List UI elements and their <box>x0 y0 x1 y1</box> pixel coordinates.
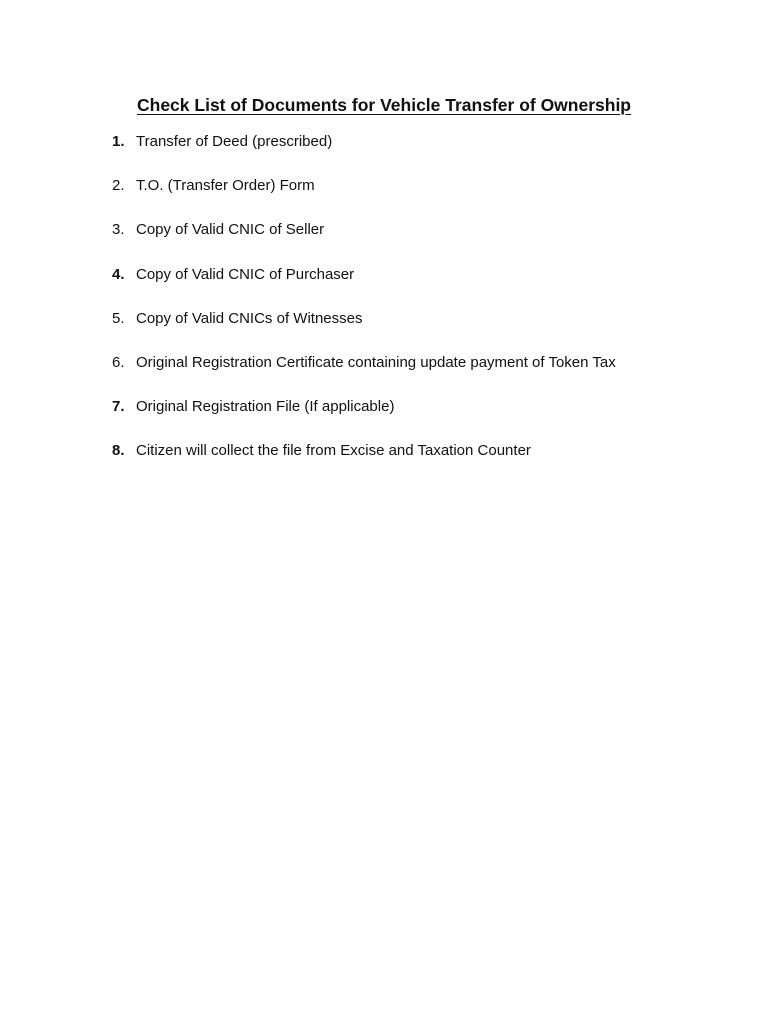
item-text: Copy of Valid CNIC of Seller <box>136 221 325 239</box>
document-checklist <box>112 131 732 485</box>
item-number: 3. <box>112 221 125 239</box>
item-number: 4. <box>112 265 125 283</box>
checklist-item-3 <box>112 219 732 263</box>
item-text: Transfer of Deed (prescribed) <box>136 133 333 150</box>
checklist-item-7 <box>112 396 732 440</box>
checklist-item-1 <box>112 131 732 175</box>
item-text: Original Registration File (If applicable) <box>136 398 395 416</box>
item-number: 8. <box>112 442 125 460</box>
item-text: Original Registration Certificate containing update payment of Token Tax <box>136 353 616 371</box>
item-number: 5. <box>112 309 125 327</box>
item-number: 7. <box>112 398 125 416</box>
checklist-item-4 <box>112 264 732 308</box>
item-number: 6. <box>112 353 125 371</box>
item-text: Copy of Valid CNICs of Witnesses <box>136 309 363 327</box>
item-number: 1. <box>112 133 125 150</box>
checklist-item-8 <box>112 440 732 484</box>
checklist-item-5 <box>112 308 732 352</box>
checklist-item-6 <box>112 352 732 396</box>
item-number: 2. <box>112 177 125 195</box>
item-text: Citizen will collect the file from Excise and Taxation Counter <box>136 442 531 460</box>
document-title: Check List of Documents for Vehicle Transfer of Ownership <box>137 95 631 115</box>
checklist-item-2 <box>112 175 732 219</box>
item-text: T.O. (Transfer Order) Form <box>136 177 315 195</box>
item-text: Copy of Valid CNIC of Purchaser <box>136 265 355 283</box>
